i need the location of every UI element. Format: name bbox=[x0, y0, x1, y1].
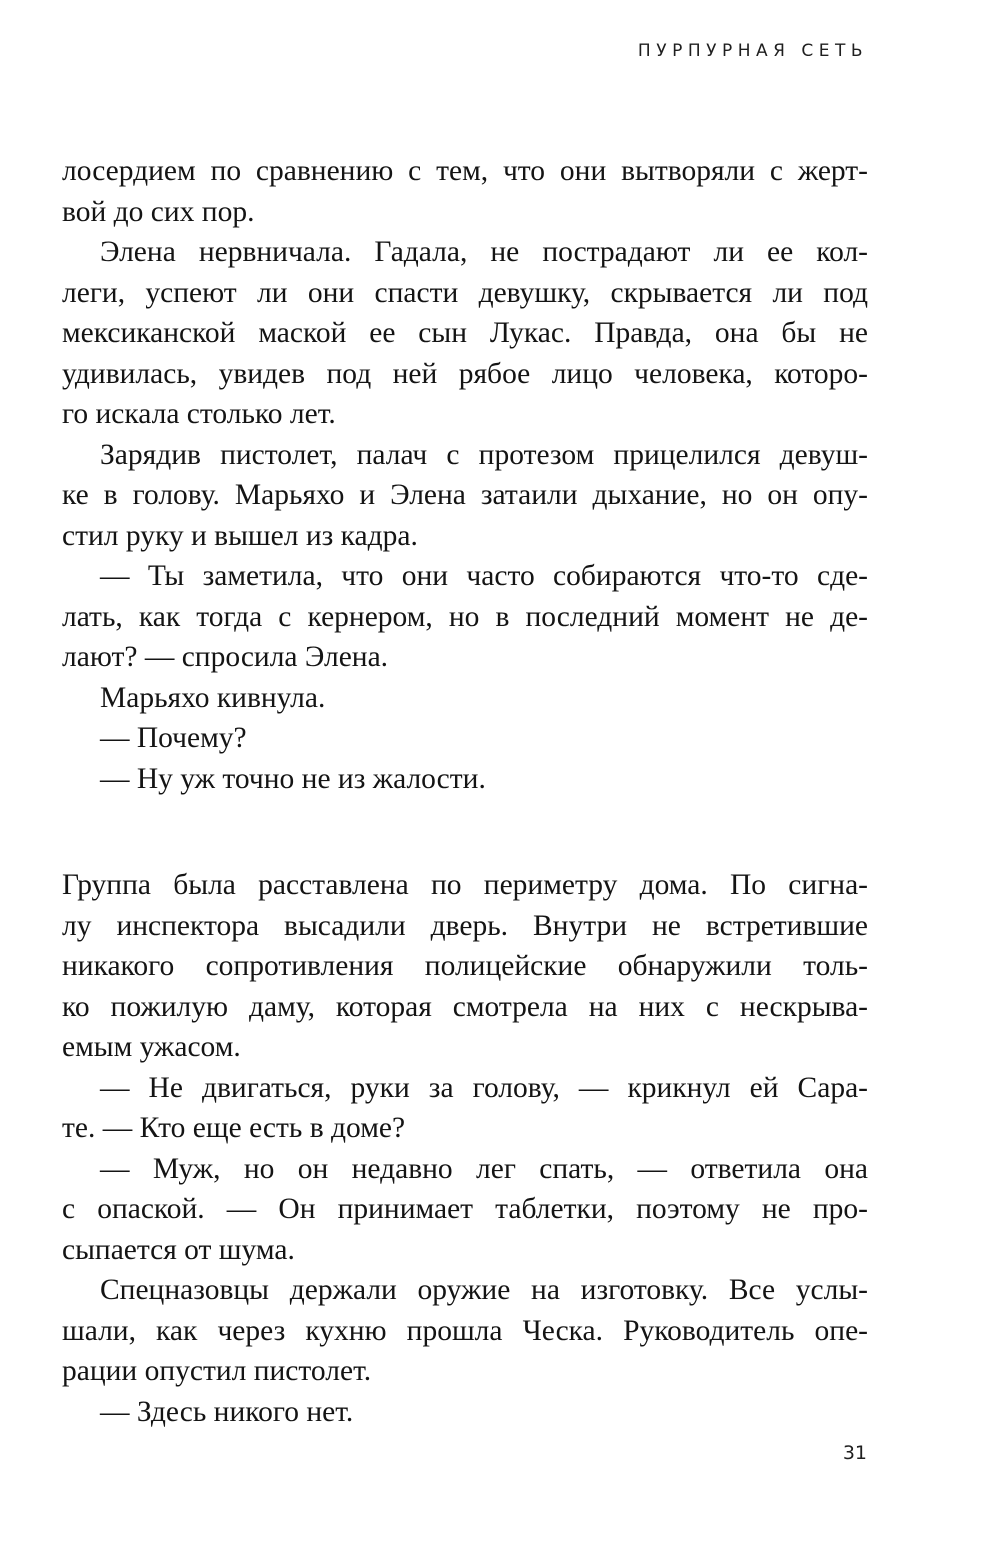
text-line: Зарядив пистолет, палач с протезом прицелился девуш- bbox=[100, 438, 868, 471]
text-line: леги, успеют ли они спасти девушку, скрывается ли под bbox=[62, 276, 868, 309]
text-line: Группа была расставлена по периметру дома. По сигна- bbox=[62, 869, 868, 901]
text-line: удивилась, увидев под ней рябое лицо человека, которо- bbox=[62, 357, 868, 390]
text-line: го искала столько лет. bbox=[62, 398, 336, 430]
text-line: емым ужасом. bbox=[62, 1031, 241, 1063]
text-line: — Ты заметила, что они часто собираются что-то сде- bbox=[100, 560, 868, 592]
text-line: стил руку и вышел из кадра. bbox=[62, 519, 418, 552]
text-line: лают? — спросила Элена. bbox=[62, 641, 389, 673]
text-line: шали, как через кухню прошла Ческа. Руководитель опе- bbox=[62, 1314, 868, 1347]
text-line: вой до сих пор. bbox=[62, 195, 255, 228]
text-line: лосердием по сравнению с тем, что они вытворяли с жерт- bbox=[62, 155, 868, 187]
page-number: 31 bbox=[842, 1442, 867, 1464]
text-block-before-break bbox=[62, 151, 868, 799]
text-line: Спецназовцы держали оружие на изготовку. Все услы- bbox=[100, 1274, 868, 1306]
text-line: — Почему? bbox=[100, 722, 247, 754]
text-line: сыпается от шума. bbox=[62, 1233, 295, 1266]
text-line: — Ну уж точно не из жалости. bbox=[100, 762, 486, 795]
text-line: те. — Кто еще есть в доме? bbox=[62, 1112, 406, 1144]
text-line: лу инспектора высадили дверь. Внутри не встретившие bbox=[62, 909, 868, 942]
text-line: никакого сопротивления полицейские обнаружили толь- bbox=[62, 950, 868, 982]
text-line: — Не двигаться, руки за голову, — крикнул ей Сара- bbox=[100, 1071, 868, 1104]
running-head: ПУРПУРНАЯ СЕТЬ bbox=[637, 41, 868, 61]
text-line: Марьяхо кивнула. bbox=[100, 681, 326, 714]
text-line: рации опустил пистолет. bbox=[62, 1355, 372, 1387]
text-line: лать, как тогда с кернером, но в последний момент не де- bbox=[62, 600, 868, 633]
text-line: — Здесь никого нет. bbox=[100, 1395, 354, 1428]
text-line: с опаской. — Он принимает таблетки, поэтому не про- bbox=[62, 1193, 868, 1225]
text-line: мексиканской маской ее сын Лукас. Правда, она бы не bbox=[62, 317, 868, 349]
text-line: Элена нервничала. Гадала, не пострадают ли ее кол- bbox=[100, 236, 868, 268]
text-line: — Муж, но он недавно лег спать, — ответила она bbox=[100, 1152, 868, 1185]
text-line: ке в голову. Марьяхо и Элена затаили дыхание, но он опу- bbox=[62, 479, 868, 511]
text-line: ко пожилую даму, которая смотрела на них с нескрыва- bbox=[62, 990, 868, 1023]
text-block-after-break bbox=[62, 865, 868, 1432]
